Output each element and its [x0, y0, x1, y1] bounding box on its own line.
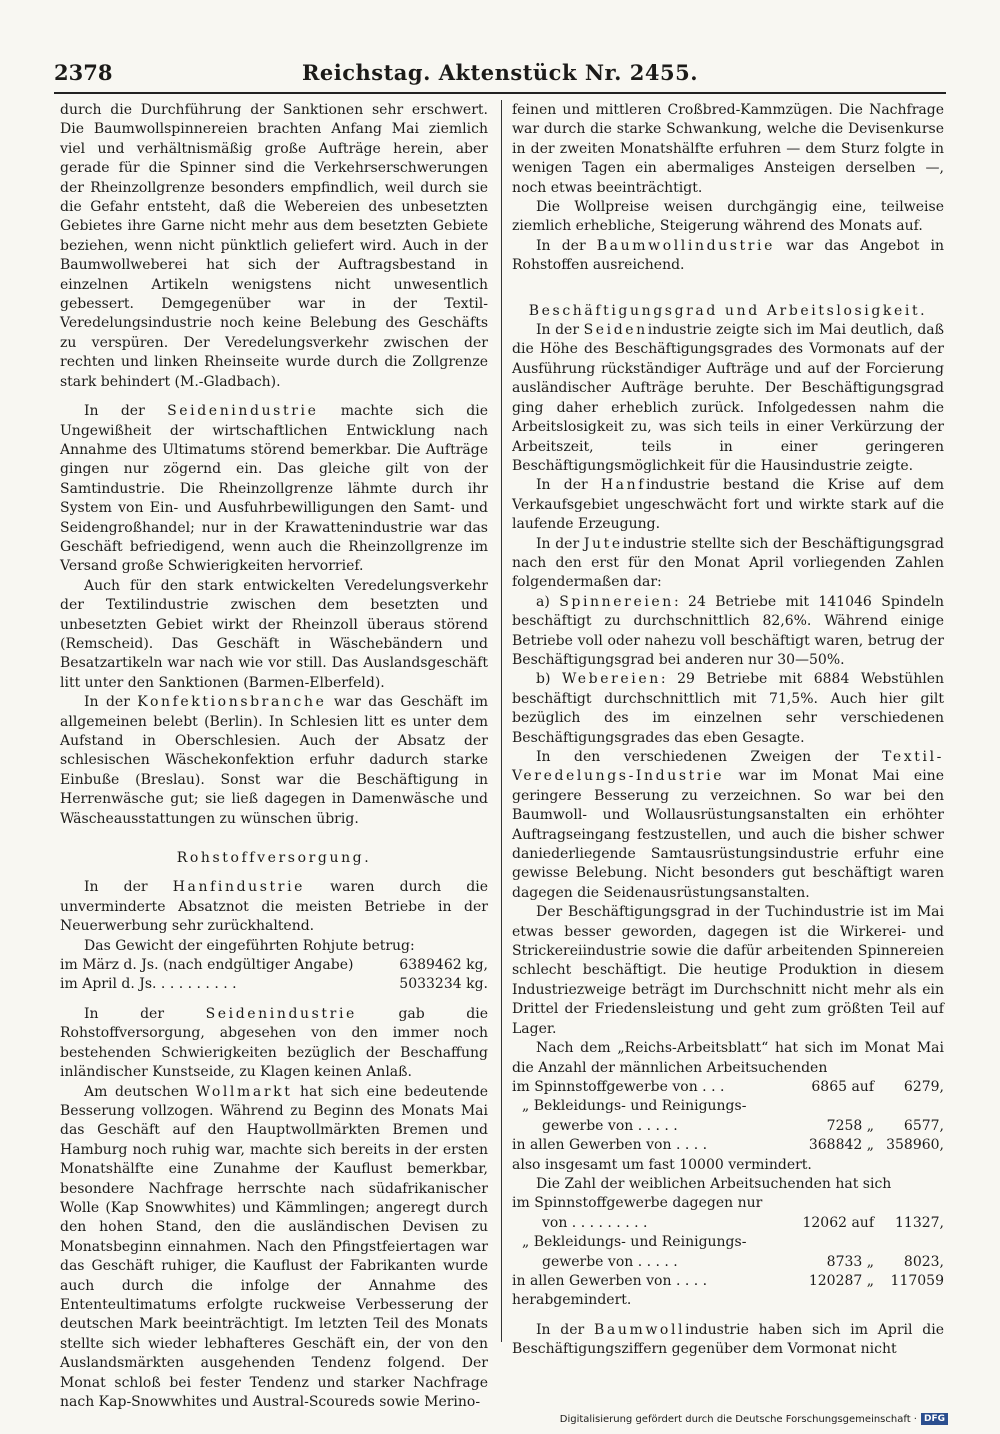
- paragraph: a) Spinnereien: 24 Betriebe mit 141046 Spindeln beschäftigt zu durchschnittlich 82,6%. Während einige Betriebe voll oder nahezu voll beschäftigt waren, betrug der Beschäftigungsgrad bei anderen nur 30—50%.: [512, 593, 944, 668]
- paragraph: b) Webereien: 29 Betriebe mit 6884 Webstühlen beschäftigt durchschnittlich mit 71,5%. Auch hier gilt bezüglich des im einzelnen sehr verschiedenen Beschäftigungsgrades das eben Gesagte.: [512, 671, 944, 746]
- paragraph: In den verschiedenen Zweigen der Textil-Veredelungs-Industrie war im Monat Mai eine geringere Besserung zu verzeichnen. So war bei den Baumwoll- und Wollausrüstungsanstalten ein erhöhter Auftragseingang festzustellen, und auch die bisher schwer daniederliegende Samtausrüstungsindustrie erfuhr eine gewisse Belebung. Nicht besonders gut beschäftigt waren dagegen die Seidenausrüstungsanstalten.: [512, 749, 944, 901]
- paragraph: In der Konfektionsbranche war das Geschäft im allgemeinen belebt (Berlin). In Schlesien litt es unter dem Aufstand in Oberschlesien. Auch der Absatz der schlesischen Wäschekonfektion erfuhr dadurch starke Einbuße (Breslau). Sonst war die Beschäftigung in Herrenwäsche gut; sie ließ dagegen in Damenwäsche und Wäscheausstattungen zu wünschen übrig.: [60, 694, 489, 827]
- running-title: Reichstag. Aktenstück Nr. 2455.: [301, 60, 699, 85]
- section-heading: Rohstoffversorgung.: [176, 850, 372, 867]
- jute-row: im März d. Js. (nach endgültiger Angabe) 6389462 kg,: [60, 957, 488, 974]
- paragraph: Das Gewicht der eingeführten Rohjute betrug:: [84, 937, 415, 954]
- table-row: gewerbe von . . . . . 7258 „ 6577,: [542, 1117, 944, 1134]
- digitization-credit: [560, 1413, 948, 1425]
- paragraph: feinen und mittleren Croßbred-Kammzügen. Die Nachfrage war durch die starke Schwankung, welche die Devisenkurse in der zweiten Monatshälfte erfuhren — dem Sturz folgte in wenigen Tagen ein abermaliges Ansteigen derselben —, noch etwas beeinträchtigt.: [512, 102, 944, 196]
- jute-row: im April d. Js. . . . . . . . . . 5033234 kg.: [60, 976, 488, 993]
- page-number: 2378: [54, 60, 113, 85]
- paragraph: In der Hanfindustrie bestand die Krise auf dem Verkaufsgebiet ungeschwächt fort und wirkte stark auf die laufende Erzeugung.: [512, 477, 944, 533]
- paragraph: In der Seidenindustrie gab die Rohstoffversorgung, abgesehen von den immer noch bestehenden Schwierigkeiten bezüglich der Beschaffung inländischer Kunstseide, zu Klagen keinen Anlaß.: [60, 1005, 488, 1081]
- paragraph: Die Wollpreise weisen durchgängig eine, teilweise ziemlich erhebliche, Steigerung während des Monats auf.: [512, 199, 944, 235]
- paragraph: Die Zahl der weiblichen Arbeitsuchenden hat sich: [536, 1175, 892, 1192]
- paragraph: In der Seidenindustrie zeigte sich im Mai deutlich, daß die Höhe des Beschäftigungsgrades des Vormonats auf der Ausführung rückständiger Aufträge und auf der Forcierung ausländischer Aufträge beruhte. Der Beschäftigungsgrad ging daher erheblich zurück. Infolgedessen nahm die Arbeitslosigkeit zu, was sich teils in einer Verkürzung der Arbeitszeit, teils in einer geringeren Beschäftigungsmöglichkeit für die Hausindustrie zeigte.: [512, 322, 944, 474]
- header-rule: [54, 92, 946, 94]
- page-header: [54, 60, 946, 88]
- table-row: „ Bekleidungs- und Reinigungs-: [522, 1234, 747, 1251]
- paragraph: durch die Durchführung der Sanktionen sehr erschwert. Die Baumwollspinnereien brachten Anfang Mai ziemlich viel und verhältnismäßig große Aufträge herein, aber gerade für die Spinner sind die Verkehrserschwerungen der Rheinzollgrenze besonders empfindlich, weil durch sie die Gefahr entsteht, daß die Webereien des unbesetzten Gebietes ihre Garne nicht mehr aus dem besetzten Gebiete beziehen, wenn nicht pünktlich geliefert wird. Auch in der Baumwollweberei hat sich der Auftragsbestand in einzelnen Artikeln wenigstens nicht unwesentlich gebessert. Demgegenüber war in der Textil-Veredelungsindustrie noch keine Belebung des Geschäfts zu verspüren. Der Veredelungsverkehr zwischen der rechten und linken Rheinseite wurde durch die Zollgrenze stark behindert (M.-Gladbach).: [60, 102, 488, 390]
- paragraph: In der Baumwollindustrie haben sich im April die Beschäftigungsziffern gegenüber dem Vormonat nicht: [512, 1321, 944, 1358]
- paragraph: In der Seidenindustrie machte sich die Ungewißheit der wirtschaftlichen Entwicklung nach Annahme des Ultimatums störend bemerkbar. Die Aufträge gingen nur zögernd ein. Das gleiche gilt von der Samtindustrie. Die Rheinzollgrenze lähmte durch ihr System von Ein- und Ausfuhrbewilligungen den Samt- und Seidengroßhandel; nur in der Krawattenindustrie war das Geschäft befriedigend, wenn auch die Rheinzollgrenze im Versand große Schwierigkeiten hervorrief.: [60, 403, 488, 575]
- table-row: gewerbe von . . . . . 8733 „ 8023,: [542, 1253, 944, 1270]
- paragraph: In der Hanfindustrie waren durch die unverminderte Absatznot die meisten Betriebe in der Neuerwerbung sehr zurückhaltend.: [60, 879, 488, 935]
- paragraph: Nach dem „Reichs-Arbeitsblatt“ hat sich im Monat Mai die Anzahl der männlichen Arbeitsuchenden: [512, 1040, 944, 1076]
- paragraph: herabgemindert.: [512, 1292, 632, 1309]
- right-column: [512, 101, 944, 1360]
- paragraph: also insgesamt um fast 10000 vermindert.: [512, 1156, 812, 1173]
- credit-text: Digitalisierung gefördert durch die Deutsche Forschungsgemeinschaft ·: [559, 1413, 917, 1425]
- dfg-logo: DFG: [921, 1413, 948, 1425]
- paragraph: Am deutschen Wollmarkt hat sich eine bedeutende Besserung vollzogen. Während zu Beginn des Monats Mai das Geschäft auf den Hauptwollmärkten Bremen und Hamburg noch ruhig war, machte sich bereits in der ersten Monatshälfte eine Zunahme der Kauflust bemerkbar, besondere Nachfrage herrschte nach südafrikanischer Wolle (Kap Snowwhites) und Kämmlingen; angeregt durch den hohen Stand, den die ausländischen Devisen zu Monatsbeginn einnahmen. Nach den Pfingstfeiertagen war das Geschäft ruhiger, die Kauflust der Fabrikanten wurde auch durch die infolge der Annahme des Ententeultimatums erfolgte ruckweise Verbesserung der deutschen Mark beeinträchtigt. Im letzten Teil des Monats stellte sich wieder lebhafteres Geschäft ein, der von den Auslandsmärkten ausgehenden Tendenz folgend. Der Monat schloß bei fester Tendenz und starker Nachfrage nach Kap-Snowwhites und Austral-Scoureds sowie Merino-: [60, 1083, 488, 1410]
- paragraph: In der Juteindustrie stellte sich der Beschäftigungsgrad nach den erst für den Monat April vorliegenden Zahlen folgendermaßen dar:: [512, 535, 945, 591]
- table-row: „ Bekleidungs- und Reinigungs-: [522, 1098, 747, 1115]
- table-row: im Spinnstoffgewerbe dagegen nur: [512, 1195, 763, 1212]
- table-row: in allen Gewerben von . . . . 368842 „ 358960,: [512, 1137, 944, 1154]
- table-row: von . . . . . . . . . 12062 auf 11327,: [542, 1214, 944, 1231]
- section-heading: Beschäftigungsgrad und Arbeitslosigkeit.: [528, 302, 928, 319]
- paragraph: Auch für den stark entwickelten Veredelungsverkehr der Textilindustrie zwischen dem besetzten und unbesetzten Gebiet wirkt der Rheinzoll überaus störend (Remscheid). Das Geschäft in Wäschebändern und Besatzartikeln war nach wie vor still. Das Auslandsgeschäft litt unter den Sanktionen (Barmen-Elberfeld).: [60, 577, 488, 691]
- paragraph: In der Baumwollindustrie war das Angebot in Rohstoffen ausreichend.: [512, 237, 944, 274]
- paragraph: Der Beschäftigungsgrad in der Tuchindustrie ist im Mai etwas besser geworden, dagegen ist die Wirkerei- und Strickereiindustrie sowie die dafür arbeitenden Spinnereien schlecht beschäftigt. Die heutige Produktion in diesem Industriezweige beträgt im Durchschnitt nicht mehr als ein Drittel der Friedensleistung und geht zum größten Teil auf Lager.: [512, 904, 944, 1037]
- column-divider: [501, 100, 502, 1342]
- table-row: in allen Gewerben von . . . . 120287 „ 117059: [512, 1272, 944, 1289]
- left-column: [60, 101, 488, 1412]
- table-row: im Spinnstoffgewerbe von . . . 6865 auf 6279,: [512, 1078, 944, 1095]
